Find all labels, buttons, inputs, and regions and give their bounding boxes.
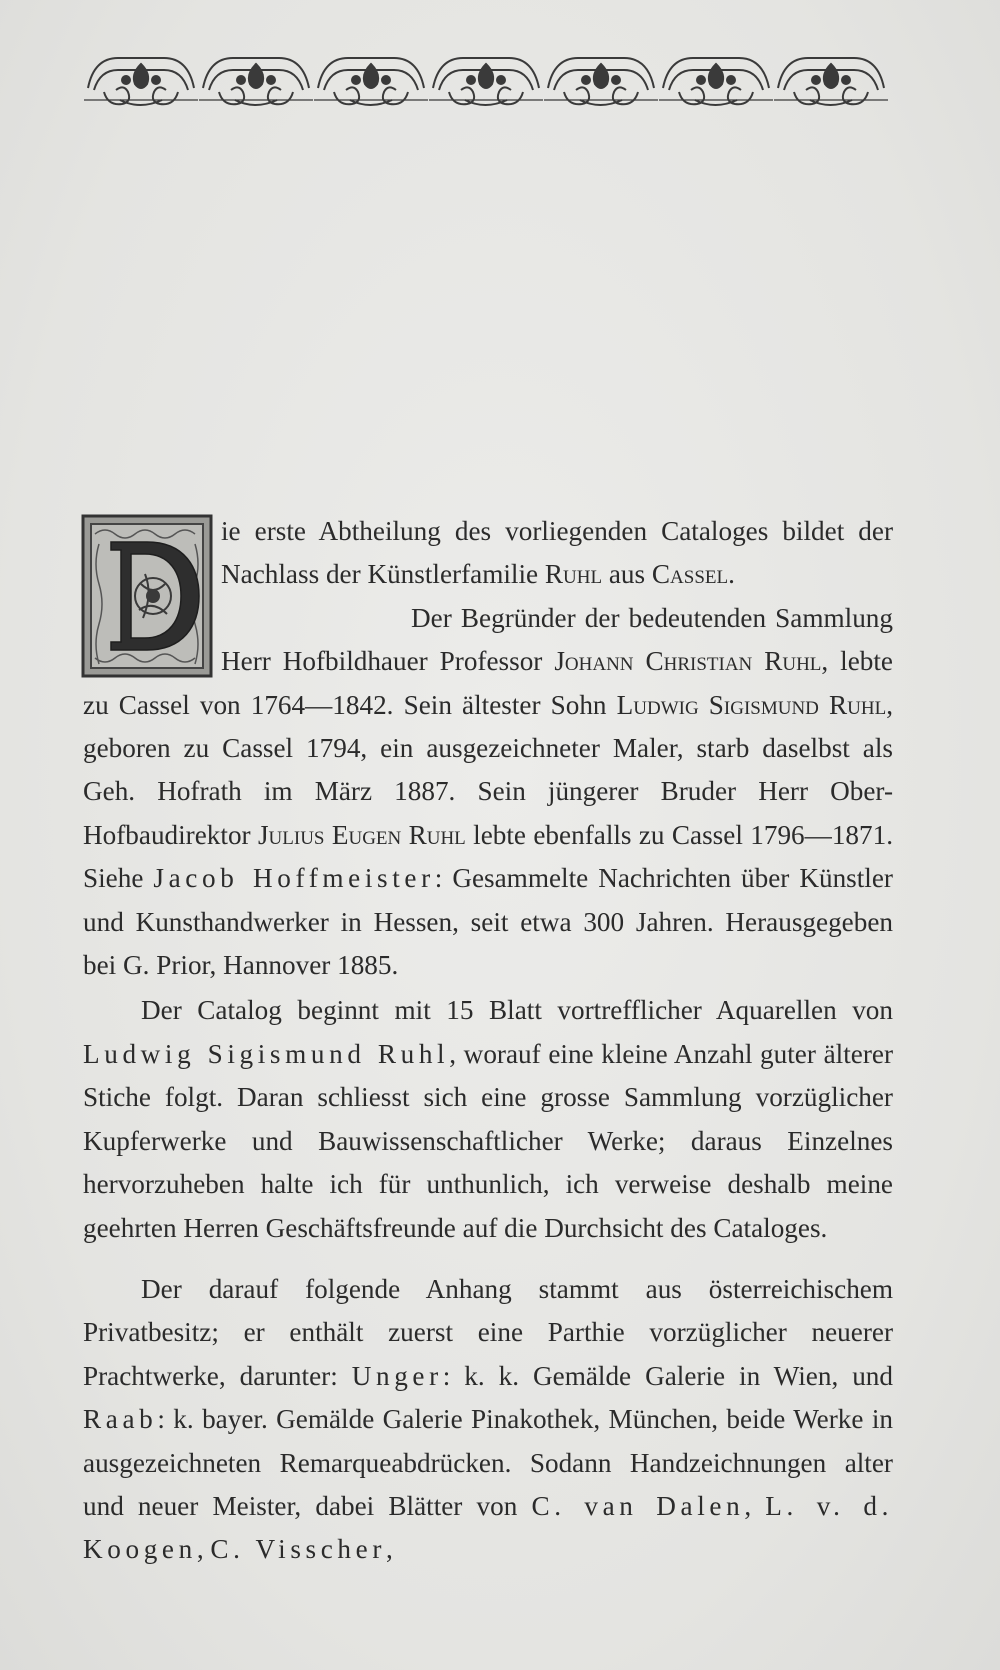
ornament-motif (84, 58, 198, 105)
ornament-motif (774, 58, 888, 105)
text-run: aus (602, 559, 652, 590)
text-run: : k. bayer. Gemälde Galerie Pinakothek, München, beide Werke in ausgezeichneten Remarqueabdrücken. Sodann Handzeichnungen alter und neuer Meister, dabei Blätter von (83, 1404, 893, 1521)
text-run: C. Visscher (210, 1534, 387, 1565)
text-run: Ruhl (544, 559, 603, 590)
text-run: Der Begründer der bedeutenden Sammlung Herr Hofbildhauer Professor (221, 602, 893, 677)
paragraph-appendix (83, 1268, 893, 1572)
text-run: Der Catalog beginnt mit 15 Blatt vortrefflicher Aquarellen von (141, 995, 893, 1026)
text-run: Johann Christian Ruhl (554, 646, 822, 677)
text-run: Raab (83, 1404, 158, 1435)
text-run: , (386, 1534, 393, 1565)
text-run: . (728, 559, 735, 590)
body-text (83, 510, 893, 1572)
text-run: Cassel (651, 559, 729, 590)
text-run: , lebte zu Cassel von 1764—1842. Sein ältester Sohn (83, 646, 893, 720)
text-run: , (196, 1534, 211, 1565)
text-run: C. van Dalen (531, 1490, 745, 1521)
ornament-motif (429, 58, 543, 105)
text-run: , geboren zu Cassel 1794, ein ausgezeichneter Maler, starb daselbst als Geh. Hofrath im März 1887. Sein jüngerer Bruder Herr Ober-Hofbaudirektor (83, 689, 893, 850)
text-run: , worauf eine kleine Anzahl guter älterer Stiche folgt. Daran schliesst sich eine grosse Sammlung vorzüglicher Kupferwerke und Bauwissenschaftlicher Werke; daraus Einzelnes hervorzuheben halte ich für unthunlich, ich verweise deshalb meine geehrten Herren Geschäftsfreunde auf die Durchsicht des Cataloges. (83, 1038, 893, 1243)
text-run: : k. k. Gemälde Galerie in Wien, und (442, 1360, 893, 1391)
text-run: Julius Eugen Ruhl (257, 819, 466, 850)
text-run: : Gesammelte Nachrichten über Künstler und Kunsthandwerker in Hessen, seit etwa 300 Jahren. Herausgegeben bei G. Prior, Hannover 1885. (83, 863, 893, 981)
ornament-motif (544, 58, 658, 105)
text-run: Ludwig Sigismund Ruhl (616, 689, 887, 720)
text-run: Der darauf folgende Anhang stammt aus österreichischem Privatbesitz; er enthält zuerst eine Parthie vorzüglicher neuerer Prachtwerke, darunter: (83, 1273, 893, 1391)
text-run: ie erste Abtheilung des vorliegenden Cataloges bildet der Nachlass der Künstlerfamilie (221, 516, 893, 590)
text-run: Jacob Hoffmeister (153, 863, 435, 894)
text-run: lebte ebenfalls zu Cassel 1796—1871. Siehe (83, 819, 893, 894)
ornament-motif (199, 58, 313, 105)
paragraph-catalog (83, 989, 893, 1249)
decorated-initial-d (81, 514, 213, 678)
decorative-header-ornament (84, 44, 890, 110)
text-run: L. v. d. Koogen (83, 1490, 894, 1565)
text-run: Unger (351, 1360, 443, 1391)
ornament-motif (659, 58, 773, 105)
text-run: Ludwig Sigismund Ruhl (83, 1038, 450, 1069)
text-run: , (744, 1490, 766, 1521)
ornament-motif (314, 58, 428, 105)
